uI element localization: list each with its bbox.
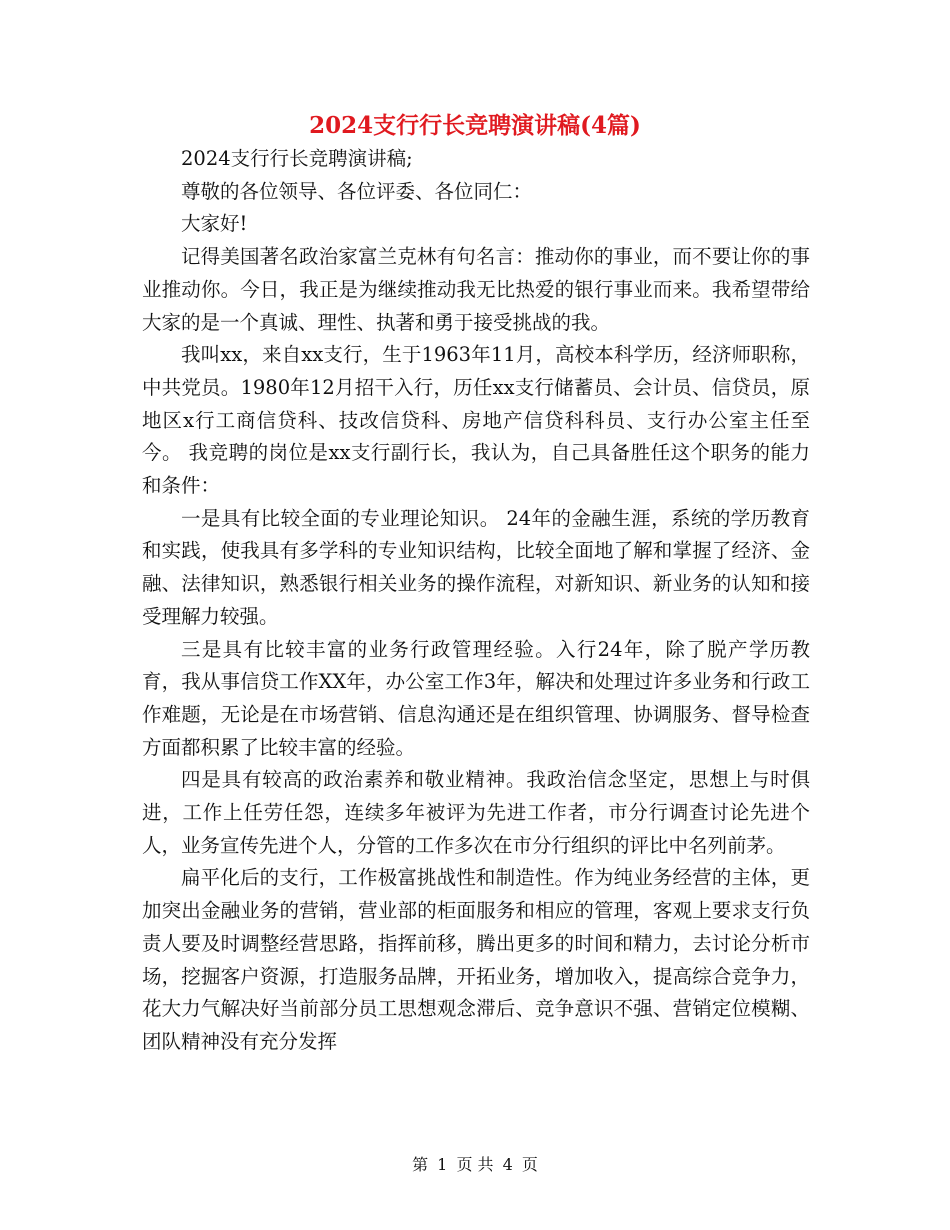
document-title: 2024支行行长竞聘演讲稿(4篇) bbox=[309, 112, 641, 139]
paragraph-qualification-four: 四是具有较高的政治素养和敬业精神。我政治信念坚定，思想上与时俱进，工作上任劳任怨，连续多年被评为先进工作者，市分行调查讨论先进个人，业务宣传先进个人，分管的工作多次在市分行组织的评比中名列前茅。 bbox=[142, 768, 810, 857]
footer-total-pages: 4 bbox=[502, 1155, 513, 1174]
document-body bbox=[142, 143, 810, 1059]
paragraph-qualification-three: 三是具有比较丰富的业务行政管理经验。入行24年，除了脱产学历教育，我从事信贷工作XX年，办公室工作3年，解决和处理过许多业务和行政工作难题，无论是在市场营销、信息沟通还是在组织管理、协调服务、督导检查方面都积累了比较丰富的经验。 bbox=[142, 637, 810, 759]
footer-label-end: 页 bbox=[521, 1155, 538, 1174]
paragraph-opening-quote: 记得美国著名政治家富兰克林有句名言：推动你的事业，而不要让你的事业推动你。今日，我正是为继续推动我无比热爱的银行事业而来。我希望带给大家的是一个真诚、理性、执著和勇于接受挑战的我。 bbox=[142, 245, 810, 334]
paragraph-branch-challenges: 扁平化后的支行，工作极富挑战性和制造性。作为纯业务经营的主体，更加突出金融业务的营销，营业部的柜面服务和相应的管理，客观上要求支行负责人要及时调整经营思路，指挥前移，腾出更多的时间和精力，去讨论分析市场，挖掘客户资源，打造服务品牌，开拓业务，增加收入，提高综合竞争力，花大力气解决好当前部分员工思想观念滞后、竞争意识不强、营销定位模糊、团队精神没有充分发挥 bbox=[142, 866, 810, 1053]
paragraph-heading-line: 2024支行行长竞聘演讲稿; bbox=[181, 147, 413, 170]
paragraph-salutation: 尊敬的各位领导、各位评委、各位同仁： bbox=[181, 179, 533, 203]
page-footer bbox=[0, 1153, 950, 1177]
footer-current-page: 1 bbox=[437, 1155, 448, 1174]
footer-label-page: 第 bbox=[412, 1155, 429, 1174]
paragraph-qualification-one: 一是具有比较全面的专业理论知识。 24年的金融生涯，系统的学历教育和实践，使我具有多学科的专业知识结构，比较全面地了解和掌握了经济、金融、法律知识，熟悉银行相关业务的操作流程，对新知识、新业务的认知和接受理解力较强。 bbox=[142, 506, 810, 628]
paragraph-self-introduction: 我叫xx，来自xx支行，生于1963年11月，高校本科学历，经济师职称，中共党员。1980年12月招干入行，历任xx支行储蓄员、会计员、信贷员，原地区x行工商信贷科、技改信贷科、房地产信贷科科员、支行办公室主任至今。 我竞聘的岗位是xx支行副行长，我认为，自己具备胜任这个职务的能力和条件： bbox=[142, 343, 810, 498]
footer-label-of: 页 共 bbox=[456, 1155, 494, 1174]
paragraph-greeting: 大家好! bbox=[181, 212, 248, 236]
